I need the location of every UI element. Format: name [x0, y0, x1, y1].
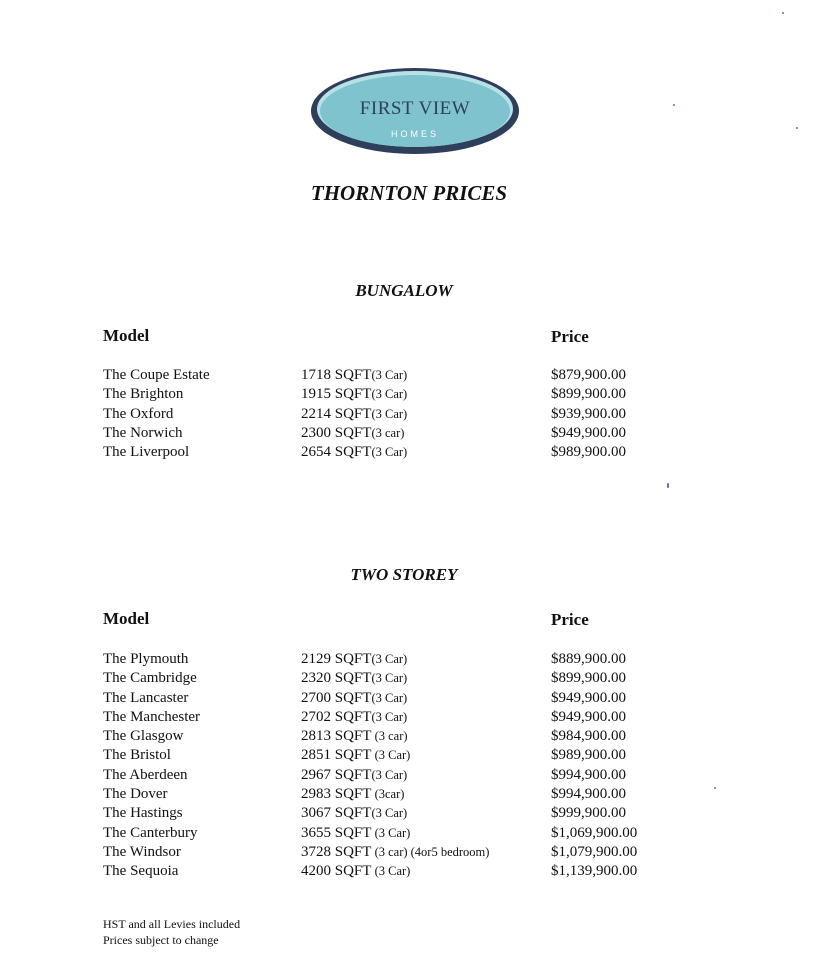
model-price: $949,900.00: [551, 689, 626, 706]
footnotes: [103, 916, 240, 948]
model-price: $999,900.00: [551, 805, 626, 822]
price-column-header: Price: [551, 327, 589, 346]
model-price: $994,900.00: [551, 766, 626, 783]
model-price: $899,900.00: [551, 386, 626, 403]
model-column-header: Model: [103, 609, 150, 628]
table-row: [103, 689, 663, 708]
square-footage: 2967 SQFT: [301, 766, 372, 783]
square-footage: 2813 SQFT: [301, 728, 372, 745]
square-footage: 2214 SQFT: [301, 405, 372, 422]
square-footage: 1915 SQFT: [301, 386, 372, 403]
model-price: $1,069,900.00: [551, 824, 638, 841]
table-row: [103, 824, 663, 843]
garage-note: (3 Car): [371, 864, 411, 879]
model-name: The Brighton: [103, 386, 184, 403]
model-name: The Windsor: [103, 843, 181, 860]
model-size: [301, 443, 407, 462]
model-price: $949,900.00: [551, 424, 626, 441]
garage-note: (3car): [371, 787, 405, 802]
model-size: [301, 766, 407, 785]
model-price: $994,900.00: [551, 786, 626, 803]
model-column-header: Model: [103, 326, 150, 345]
square-footage: 1718 SQFT: [301, 367, 372, 383]
garage-note: (3 Car): [371, 406, 408, 421]
model-size: [301, 746, 410, 765]
garage-note: (3 Car): [371, 690, 408, 705]
footnote-levies: HST and all Levies included: [103, 917, 241, 931]
table-row: [103, 385, 663, 404]
model-size: [301, 708, 407, 727]
garage-note: (3 car): [371, 425, 405, 440]
model-size: [301, 405, 407, 424]
bungalow-price-table: [103, 366, 663, 462]
model-name: The Oxford: [103, 405, 174, 422]
section-title-bungalow: BUNGALOW: [355, 281, 453, 300]
square-footage: 2700 SQFT: [301, 689, 372, 706]
page-title: THORNTON PRICES: [310, 181, 508, 205]
footnote-price-change: Prices subject to change: [103, 933, 219, 947]
table-row: [103, 443, 663, 462]
model-price: $1,079,900.00: [551, 843, 638, 860]
model-name: The Manchester: [103, 708, 201, 725]
square-footage: 3655 SQFT: [301, 824, 372, 841]
table-row: [103, 727, 663, 746]
garage-note: (3 Car): [371, 368, 408, 382]
model-price: $984,900.00: [551, 728, 626, 745]
model-size: [301, 689, 407, 708]
garage-note: (3 Car): [371, 445, 408, 460]
garage-note: (3 Car): [371, 767, 408, 782]
price-column-header: Price: [551, 610, 589, 629]
table-row: [103, 843, 663, 862]
first-view-homes-logo: [309, 66, 521, 156]
square-footage: 2320 SQFT: [301, 670, 372, 687]
section-title-two-storey: TWO STOREY: [350, 565, 458, 584]
table-row: [103, 669, 663, 688]
model-price: $889,900.00: [551, 651, 626, 667]
model-name: The Bristol: [103, 747, 171, 764]
square-footage: 2983 SQFT: [301, 786, 372, 803]
model-name: The Aberdeen: [103, 766, 188, 783]
scan-speck: [667, 483, 669, 488]
garage-note: (3 Car): [371, 825, 411, 840]
square-footage: 2851 SQFT: [301, 747, 372, 764]
model-size: [301, 669, 407, 688]
logo-sub-text: HOMES: [390, 129, 440, 139]
model-price: $879,900.00: [551, 367, 626, 383]
square-footage: 2300 SQFT: [301, 424, 372, 441]
model-name: The Dover: [103, 786, 168, 803]
model-name: The Glasgow: [103, 728, 184, 745]
table-row: [103, 708, 663, 727]
scan-speck: [714, 787, 716, 789]
model-size: [301, 785, 404, 804]
table-row: [103, 746, 663, 765]
scan-speck: [782, 12, 784, 14]
model-price: $899,900.00: [551, 670, 626, 687]
garage-note: (3 Car): [371, 652, 408, 666]
logo-emblem: [309, 66, 521, 156]
model-name: The Lancaster: [103, 689, 189, 706]
model-size: [301, 650, 407, 669]
square-footage: 3728 SQFT: [301, 843, 372, 860]
model-price: $1,139,900.00: [551, 863, 638, 880]
model-size: [301, 824, 410, 843]
model-size: [301, 843, 489, 862]
scan-speck: [673, 104, 675, 106]
model-name: The Coupe Estate: [103, 367, 210, 383]
table-row: [103, 650, 663, 669]
table-row: [103, 405, 663, 424]
garage-note: (3 car): [371, 729, 408, 744]
model-price: $949,900.00: [551, 708, 626, 725]
model-name: The Sequoia: [103, 863, 179, 880]
garage-note: (3 Car): [371, 387, 408, 402]
model-name: The Plymouth: [103, 651, 189, 667]
model-size: [301, 727, 408, 746]
model-price: $939,900.00: [551, 405, 626, 422]
square-footage: 2654 SQFT: [301, 444, 372, 461]
model-name: The Canterbury: [103, 824, 198, 841]
two-storey-price-table: [103, 650, 663, 882]
garage-note: (3 Car): [371, 709, 408, 724]
garage-note: (3 car) (4or5 bedroom): [371, 844, 490, 859]
table-row: [103, 766, 663, 785]
model-name: The Cambridge: [103, 670, 197, 687]
model-name: The Hastings: [103, 805, 183, 822]
scan-speck: [796, 127, 798, 129]
table-row: [103, 862, 663, 881]
model-name: The Liverpool: [103, 444, 190, 461]
square-footage: 3067 SQFT: [301, 805, 372, 822]
model-size: [301, 862, 410, 881]
square-footage: 2129 SQFT: [301, 651, 372, 667]
model-size: [301, 424, 404, 443]
table-row: [103, 366, 663, 385]
logo-brand-text: FIRST VIEW: [359, 98, 471, 119]
garage-note: (3 Car): [371, 748, 411, 763]
model-size: [301, 804, 407, 823]
table-row: [103, 785, 663, 804]
model-name: The Norwich: [103, 424, 183, 441]
table-row: [103, 424, 663, 443]
garage-note: (3 Car): [371, 671, 408, 686]
model-size: [301, 385, 407, 404]
model-price: $989,900.00: [551, 444, 626, 461]
table-row: [103, 804, 663, 823]
square-footage: 2702 SQFT: [301, 708, 372, 725]
model-size: [301, 366, 407, 385]
model-price: $989,900.00: [551, 747, 626, 764]
garage-note: (3 Car): [371, 806, 408, 821]
square-footage: 4200 SQFT: [301, 863, 372, 880]
